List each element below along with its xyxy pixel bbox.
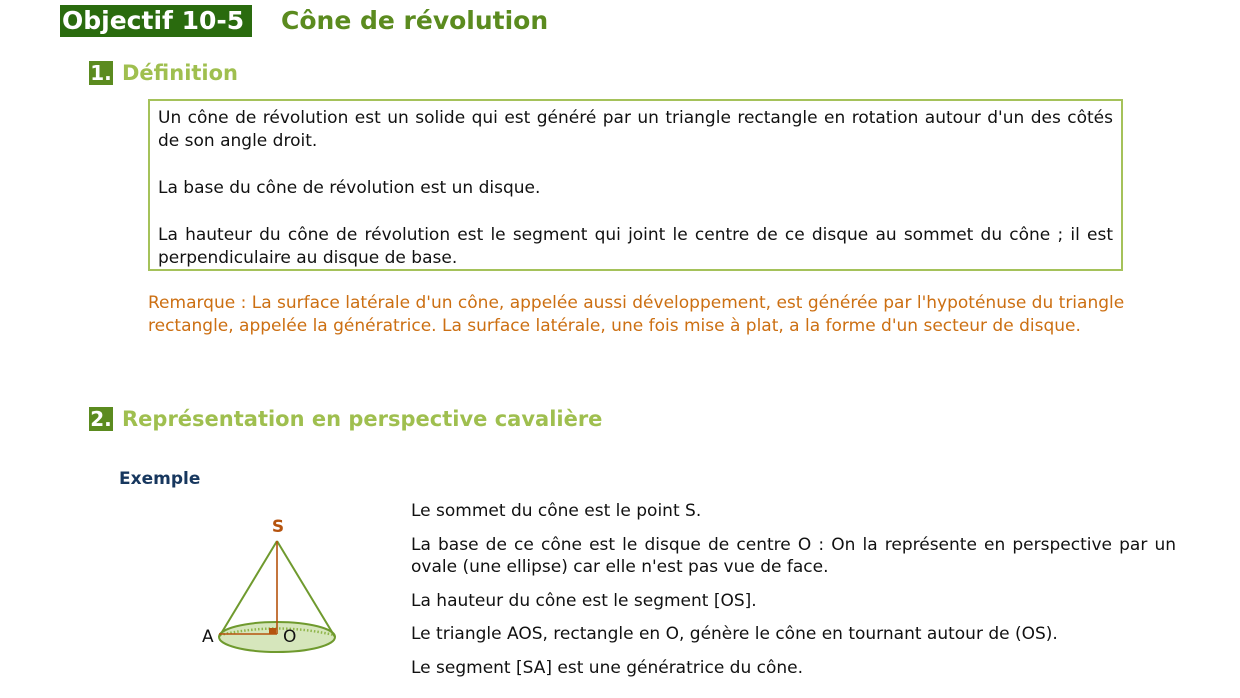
section-2-number: 2.: [90, 407, 112, 431]
page-title: Cône de révolution: [281, 6, 549, 35]
objective-badge: Objectif 10-5: [60, 5, 252, 37]
example-line-5: Le segment [SA] est une génératrice du cône.: [411, 657, 804, 678]
section-2-title: Représentation en perspective cavalière: [122, 407, 603, 431]
definition-box: [148, 99, 1123, 271]
right-angle-mark: [269, 628, 276, 634]
cone-figure: [195, 510, 345, 660]
apex-label: S: [271, 517, 285, 537]
point-a-label: A: [202, 627, 214, 647]
point-o-label: O: [283, 627, 297, 647]
example-line-3: La hauteur du cône est le segment [OS].: [411, 590, 757, 611]
section-1-number: 1.: [90, 61, 112, 85]
example-description: [411, 500, 1176, 690]
definition-paragraph-1: Un cône de révolution est un solide qui est généré par un triangle rectangle en rotation autour d'un des côtés de son angle droit.: [158, 108, 1113, 151]
definition-paragraph-3: La hauteur du cône de révolution est le segment qui joint le centre de ce disque au sommet du cône ; il est perpendiculaire au disque de base.: [158, 225, 1113, 268]
example-line-2: La base de ce cône est le disque de centre O : On la représente en perspective par un ovale (une ellipse) car elle n'est pas vue de face.: [411, 534, 1176, 577]
section-1-title: Définition: [122, 61, 239, 85]
example-label: Exemple: [119, 469, 201, 489]
example-line-1: Le sommet du cône est le point S.: [411, 501, 702, 521]
example-line-4: Le triangle AOS, rectangle en O, génère le cône en tournant autour de (OS).: [411, 624, 1058, 644]
definition-paragraph-2: La base du cône de révolution est un disque.: [158, 178, 541, 198]
remark-text: Remarque : La surface latérale d'un cône, appelée aussi développement, est générée par l'hypoténuse du triangle rectangle, appelée la génératrice. La surface latérale, une fois mise à plat, a la forme d'un secteur de disque.: [148, 293, 1125, 336]
